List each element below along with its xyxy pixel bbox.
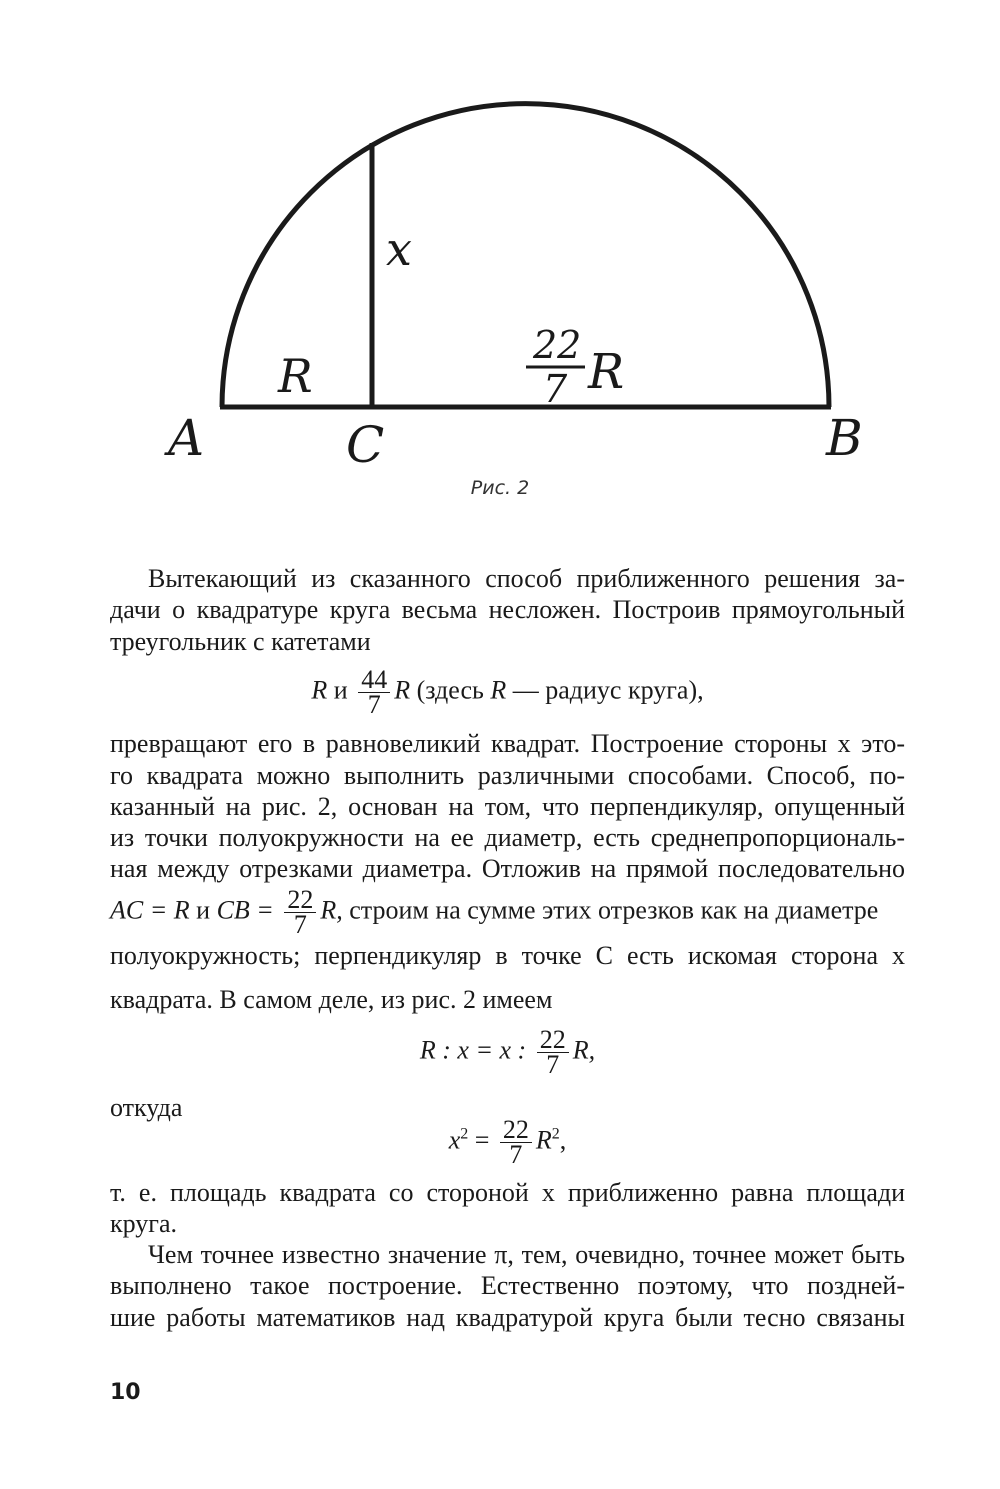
p4-line-2: выполнено такое построение. Естественно поэтому, что поздней- bbox=[110, 1271, 905, 1300]
label-r: R bbox=[278, 349, 313, 403]
eq1-rest-a: (здесь bbox=[410, 675, 491, 705]
eq3-exp-1: 2 bbox=[460, 1125, 469, 1143]
eq1-r2: R bbox=[394, 675, 411, 705]
p1-line-1: Вытекающий из сказанного способ приближенного решения за- bbox=[148, 564, 905, 593]
label-frac-den: 7 bbox=[543, 367, 568, 411]
p2-line-7: полуокружность; перпендикуляр в точке C есть искомая сторона x bbox=[110, 941, 905, 970]
eq3-num: 22 bbox=[500, 1118, 532, 1143]
page-number: 10 bbox=[110, 1380, 141, 1405]
p2-line-6-rest: строим на сумме этих отрезков как на диаметре bbox=[342, 895, 879, 925]
p2-line-1: превращают его в равновеликий квадрат. Построение стороны x это- bbox=[110, 729, 905, 758]
p2-fraction bbox=[284, 885, 316, 939]
p2-line-5: ная между отрезками диаметра. Отложив на прямой последовательно bbox=[110, 854, 905, 883]
eq3-fraction bbox=[500, 1115, 532, 1169]
p2-den: 7 bbox=[293, 910, 307, 939]
p4-line-1: Чем точнее известно значение π, тем, очевидно, точнее может быть bbox=[148, 1240, 905, 1269]
label-b: B bbox=[826, 409, 863, 467]
p2-line-3: казанный на рис. 2, основан на том, что перпендикуляр, опущенный bbox=[110, 792, 905, 821]
label-frac-r: R bbox=[588, 344, 625, 400]
p1-line-3: треугольник с катетами bbox=[110, 627, 371, 656]
label-c: C bbox=[346, 416, 385, 470]
equation-2 bbox=[110, 1025, 905, 1079]
p2-ac-eq: AC = R bbox=[110, 895, 190, 925]
eq3-tail: , bbox=[559, 1125, 567, 1155]
p4-line-3: шие работы математиков над квадратурой круга были тесно связаны bbox=[110, 1303, 905, 1332]
p3-line-1: т. е. площадь квадрата со стороной x приближенно равна площади bbox=[110, 1178, 905, 1207]
eq2-rhs: R, bbox=[572, 1035, 596, 1065]
eq2-lhs: R : x = x : bbox=[419, 1035, 533, 1065]
eq1-and: и bbox=[327, 675, 355, 705]
p2-r: R, bbox=[320, 895, 343, 925]
equation-1 bbox=[110, 665, 905, 719]
equation-3 bbox=[110, 1115, 905, 1169]
eq1-fraction bbox=[358, 665, 390, 719]
p2-line-4: из точки полуокружности на ее диаметр, есть среднепропорциональ- bbox=[110, 823, 905, 852]
eq2-den: 7 bbox=[546, 1050, 560, 1079]
label-a: A bbox=[168, 409, 205, 467]
semicircle-figure bbox=[0, 0, 1000, 470]
p3-line-2: круга. bbox=[110, 1209, 177, 1238]
eq2-num: 22 bbox=[537, 1028, 569, 1053]
label-x: x bbox=[386, 222, 412, 276]
figure-caption: Рис. 2 bbox=[470, 477, 530, 499]
label-frac-num: 22 bbox=[533, 323, 582, 367]
p2-line-8: квадрата. В самом деле, из рис. 2 имеем bbox=[110, 985, 553, 1014]
p2-cb-eq: CB = bbox=[216, 895, 281, 925]
eq2-fraction bbox=[537, 1025, 569, 1079]
p2-num: 22 bbox=[284, 888, 316, 913]
eq1-r1: R bbox=[311, 675, 328, 705]
eq3-exp-2: 2 bbox=[551, 1125, 560, 1143]
eq1-rest-b: — радиус круга), bbox=[506, 675, 704, 705]
p1-line-2: дачи о квадратуре круга весьма несложен. Построив прямоугольный bbox=[110, 595, 905, 624]
p2-line-2: го квадрата можно выполнить различными способами. Способ, по- bbox=[110, 761, 905, 790]
p2-line-6 bbox=[110, 885, 905, 939]
semicircle-arc bbox=[222, 104, 829, 407]
eq1-den: 7 bbox=[367, 690, 381, 719]
eq3-equals: = bbox=[468, 1125, 496, 1155]
eq1-num: 44 bbox=[358, 668, 390, 693]
eq3-r: R bbox=[535, 1125, 552, 1155]
p2-and: и bbox=[189, 895, 217, 925]
whence-text: откуда bbox=[110, 1093, 183, 1122]
eq3-x: x bbox=[448, 1125, 461, 1155]
eq1-r3: R bbox=[490, 675, 507, 705]
eq3-den: 7 bbox=[509, 1140, 523, 1169]
